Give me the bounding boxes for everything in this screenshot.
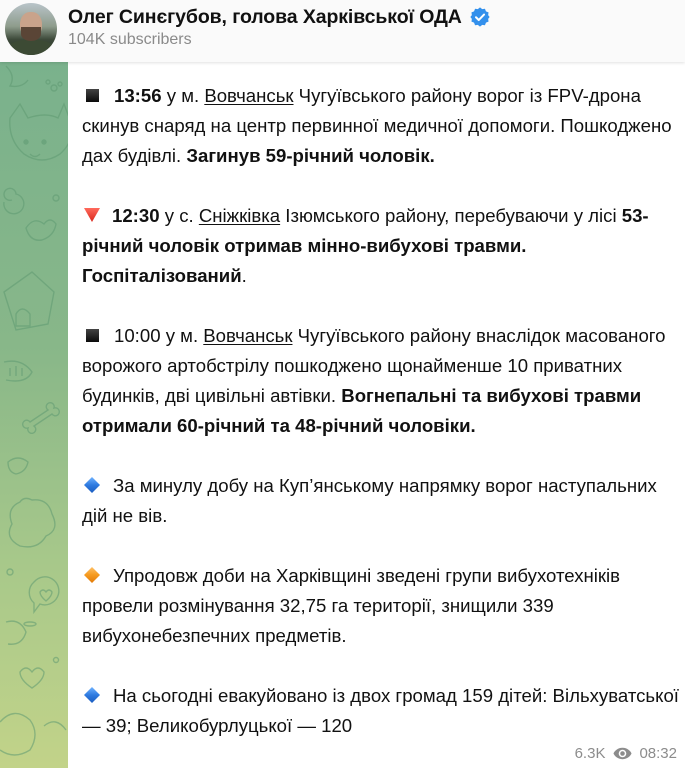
message-time: 08:32 <box>639 745 677 762</box>
text-fragment: у с. <box>159 205 199 226</box>
text-fragment: На сьогодні евакуйовано із двох громад 159 дітей: Вільхуватської — 39; Великобурлуцької — 120 <box>82 685 679 736</box>
chat-wallpaper <box>0 62 68 768</box>
message-paragraph <box>82 471 682 531</box>
message-paragraph <box>82 321 682 441</box>
eye-icon <box>613 747 632 760</box>
verified-badge-icon <box>469 6 491 28</box>
subscriber-count: 104K subscribers <box>68 31 192 48</box>
place-link[interactable]: Вовчанськ <box>203 325 293 346</box>
message-meta <box>575 745 677 762</box>
place-link[interactable]: Вовчанськ <box>204 85 294 106</box>
black-square-icon <box>86 89 99 102</box>
text-fragment: Упродовж доби на Харківщині зведені групи вибухотехніків провели розмінування 32,75 га території, знищили 339 вибухонебезпечних предметів. <box>82 565 621 646</box>
black-square-icon <box>86 329 99 342</box>
bold-text: Вогнепальні та вибухові травми отримали 60-річний та 48-річний чоловіки. <box>82 385 642 436</box>
text-fragment: За минулу добу на Куп’янському напрямку ворог наступальних дій не вів. <box>82 475 657 526</box>
bold-text: 53-річний чоловік отримав мінно-вибухові травми. Госпіталізований <box>82 205 649 286</box>
message-paragraph <box>82 561 682 651</box>
text-fragment: . <box>241 265 247 286</box>
red-triangle-down-icon <box>84 208 100 222</box>
blue-diamond-icon <box>83 476 101 494</box>
avatar-beard <box>21 27 41 41</box>
channel-avatar[interactable] <box>5 3 57 55</box>
text-fragment: Ізюмського району, перебуваючи у лісі <box>280 205 622 226</box>
place-link[interactable]: Сніжківка <box>198 205 281 226</box>
orange-diamond-icon <box>83 566 101 584</box>
message-paragraph <box>82 681 682 741</box>
text-fragment: Чугуївського району ворог із FPV-дрона скинув снаряд на центр первинної медичної допомоги. Пошкоджено дах будівлі. <box>82 85 672 166</box>
view-count: 6.3K <box>574 745 606 762</box>
channel-name: Олег Синєгубов, голова Харківської ОДА <box>68 5 462 28</box>
text-fragment: у м. <box>161 85 205 106</box>
message-paragraph <box>82 81 682 171</box>
message-bubble[interactable] <box>68 62 685 768</box>
avatar-jacket <box>8 40 54 55</box>
text-fragment: Чугуївського району внаслідок масованого ворожого артобстрілу пошкоджено щонайменше 10 приватних будинків, дві цивільні автівки. <box>82 325 666 406</box>
message-text <box>82 81 682 768</box>
bold-text: Загинув 59-річний чоловік. <box>186 145 435 166</box>
channel-title-row <box>68 4 491 30</box>
blue-diamond-icon <box>83 686 101 704</box>
channel-header[interactable] <box>0 0 685 62</box>
text-fragment: у м. <box>160 325 204 346</box>
event-time: 12:30 <box>112 205 160 226</box>
message-paragraph <box>82 201 682 291</box>
event-time: 10:00 <box>114 325 161 346</box>
event-time: 13:56 <box>114 85 162 106</box>
